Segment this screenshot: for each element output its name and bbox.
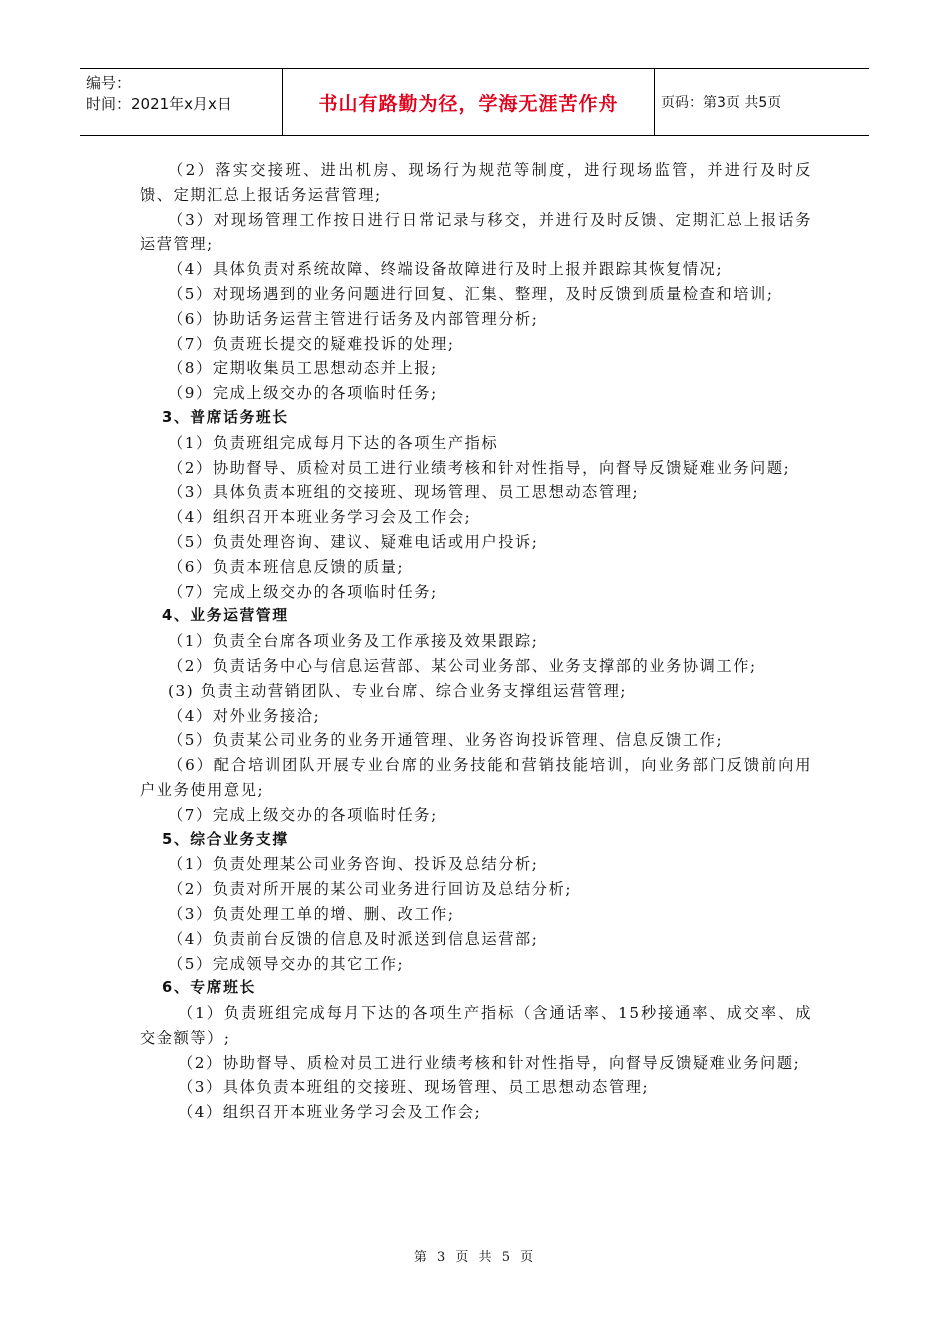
body-paragraph: （6）配合培训团队开展专业台席的业务技能和营销技能培训，向业务部门反馈前向用户业务使用意见; xyxy=(140,756,812,799)
body-paragraph: （5）完成领导交办的其它工作; xyxy=(168,954,405,973)
page-header xyxy=(80,68,869,136)
body-paragraph: （4）对外业务接洽; xyxy=(168,706,321,725)
header-page-info: 页码：第3页 共5页 xyxy=(661,95,782,111)
body-paragraph: （9）完成上级交办的各项临时任务; xyxy=(168,384,438,403)
body-paragraph: （3）负责处理工单的增、删、改工作; xyxy=(168,904,455,923)
body-paragraph: （2）落实交接班、进出机房、现场行为规范等制度，进行现场监管，并进行及时反馈、定期汇总上报话务运营管理; xyxy=(140,161,812,204)
body-paragraph: （7）负责班长提交的疑难投诉的处理; xyxy=(168,334,455,353)
section-heading: 5、综合业务支撑 xyxy=(162,830,289,848)
body-paragraph: （2）负责对所开展的某公司业务进行回访及总结分析; xyxy=(168,880,573,899)
header-meta xyxy=(80,69,283,135)
section-heading: 3、普席话务班长 xyxy=(162,408,289,426)
body-paragraph: （5）负责处理咨询、建议、疑难电话或用户投诉; xyxy=(168,532,539,551)
page-footer: 第 3 页 共 5 页 xyxy=(413,1250,537,1265)
section-heading: 4、业务运营管理 xyxy=(162,607,289,625)
document-number-label: 编号： xyxy=(86,74,132,92)
body-paragraph: （1）负责处理某公司业务咨询、投诉及总结分析; xyxy=(168,855,539,874)
section-heading: 6、专席班长 xyxy=(162,979,256,997)
body-paragraph: （7）完成上级交办的各项临时任务; xyxy=(168,805,438,824)
body-paragraph: (3) 负责主动营销团队、专业台席、综合业务支撑组运营管理; xyxy=(168,681,628,700)
body-paragraph: （6）负责本班信息反馈的质量; xyxy=(168,557,405,576)
body-paragraph: （2）协助督导、质检对员工进行业绩考核和针对性指导，向督导反馈疑难业务问题; xyxy=(168,458,791,477)
body-paragraph: （2）协助督导、质检对员工进行业绩考核和针对性指导，向督导反馈疑难业务问题; xyxy=(178,1053,801,1072)
body-paragraph: （4）组织召开本班业务学习会及工作会; xyxy=(178,1103,482,1122)
body-paragraph: （5）负责某公司业务的业务开通管理、业务咨询投诉管理、信息反馈工作; xyxy=(168,731,724,750)
body-paragraph: （3）具体负责本班组的交接班、现场管理、员工思想动态管理; xyxy=(168,483,640,502)
body-paragraph: （7）完成上级交办的各项临时任务; xyxy=(168,582,438,601)
body-paragraph: （1）负责班组完成每月下达的各项生产指标 xyxy=(168,433,499,452)
document-time-label: 时间：2021年x月x日 xyxy=(86,95,232,113)
body-paragraph: （3）对现场管理工作按日进行日常记录与移交，并进行及时反馈、定期汇总上报话务运营管理; xyxy=(140,210,812,254)
body-paragraph: （1）负责全台席各项业务及工作承接及效果跟踪; xyxy=(168,632,539,651)
body-paragraph: （4）负责前台反馈的信息及时派送到信息运营部; xyxy=(168,929,539,948)
body-paragraph: （3）具体负责本班组的交接班、现场管理、员工思想动态管理; xyxy=(178,1078,650,1097)
header-motto: 书山有路勤为径，学海无涯苦作舟 xyxy=(283,69,655,135)
body-paragraph: （6）协助话务运营主管进行话务及内部管理分析; xyxy=(168,309,539,328)
body-paragraph: （4）组织召开本班业务学习会及工作会; xyxy=(168,508,472,527)
body-paragraph: （8）定期收集员工思想动态并上报; xyxy=(168,359,438,378)
body-paragraph: （1）负责班组完成每月下达的各项生产指标（含通话率、15秒接通率、成交率、成交金额等）; xyxy=(140,1004,812,1047)
body-paragraph: （5）对现场遇到的业务问题进行回复、汇集、整理，及时反馈到质量检查和培训; xyxy=(168,284,774,303)
body-paragraph: （2）负责话务中心与信息运营部、某公司业务部、业务支撑部的业务协调工作; xyxy=(168,656,757,675)
document-body xyxy=(140,158,812,1125)
body-paragraph: （4）具体负责对系统故障、终端设备故障进行及时上报并跟踪其恢复情况; xyxy=(168,260,724,279)
